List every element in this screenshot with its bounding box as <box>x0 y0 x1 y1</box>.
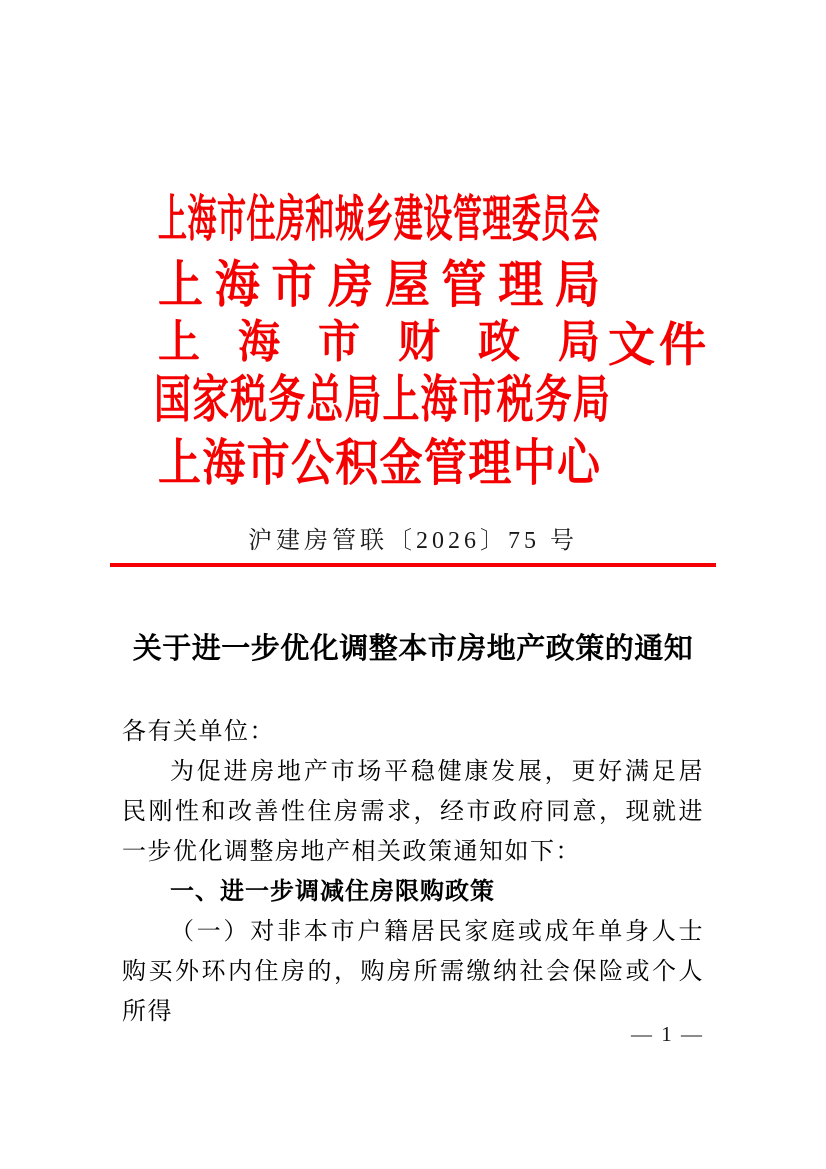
document-body <box>122 712 704 1032</box>
page-number: — 1 — <box>631 1022 704 1046</box>
section-1-item-1: （一）对非本市户籍居民家庭或成年单身人士购买外环内住房的，购房所需缴纳社会保险或个人所得 <box>122 919 704 1025</box>
agency-name-4: 国 家 税 务 总 局 上 海 市 税 务 局 <box>154 368 610 430</box>
intro-paragraph: 为促进房地产市场平稳健康发展，更好满足居民刚性和改善性住房需求，经市政府同意，现就进一步优化调整房地产相关政策通知如下： <box>122 759 704 865</box>
section-1-heading: 一、进一步调减住房限购政策 <box>170 878 495 905</box>
document-number: 沪建房管联〔2026〕75 号 <box>248 528 578 554</box>
red-divider-line <box>110 563 716 567</box>
document-title: 关于进一步优化调整本市房地产政策的通知 <box>132 633 694 665</box>
agency-name-2: 上 海 市 房 屋 管 理 局 <box>158 254 600 315</box>
letterhead-document-word: 文件 <box>608 318 710 373</box>
agency-name-3: 上 海 市 财 政 局 <box>158 315 600 368</box>
agency-name-1: 上 海 市 住 房 和 城 乡 建 设 管 理 委 员 会 <box>158 189 600 248</box>
agency-name-5: 上 海 市 公 积 金 管 理 中 心 <box>158 434 600 493</box>
salutation: 各有关单位： <box>122 719 275 745</box>
